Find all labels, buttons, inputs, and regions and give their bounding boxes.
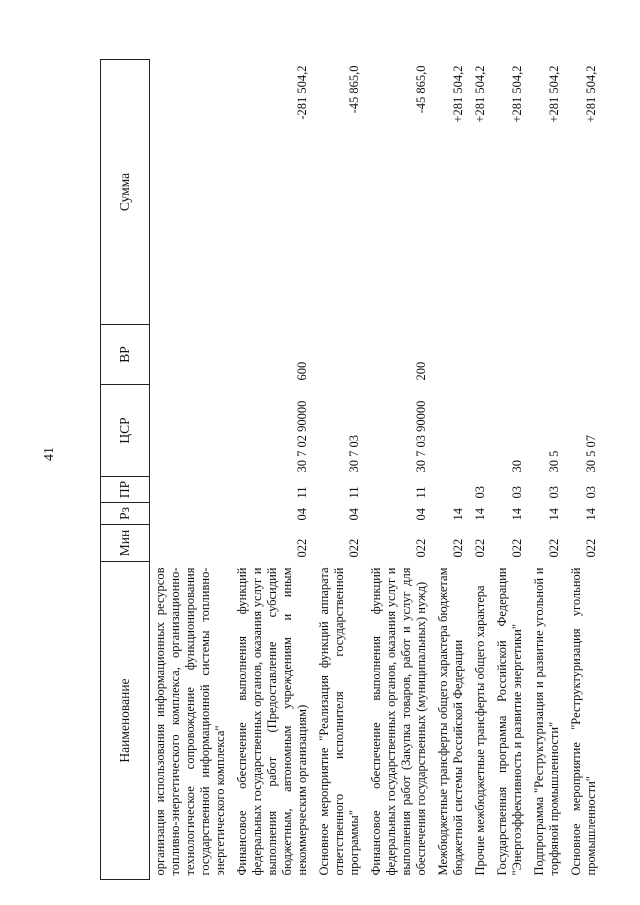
header-rz: Рз [101, 503, 150, 525]
row-sum: -281 504,2 [295, 65, 309, 120]
row-min: 022 [451, 538, 465, 558]
header-pr: ПР [101, 477, 150, 503]
row-csr: 30 7 02 90000 [295, 400, 309, 473]
table-row [366, 60, 433, 880]
row-vr [150, 325, 233, 385]
budget-table [100, 59, 603, 880]
header-name: Наименование [101, 562, 150, 880]
table-row [566, 60, 603, 880]
page-number: 41 [42, 447, 57, 461]
row-csr [470, 385, 492, 477]
table-row [492, 60, 529, 880]
row-vr: 200 [414, 361, 428, 381]
row-pr: 11 [414, 486, 428, 499]
row-sum: +281 504,2 [473, 65, 487, 123]
row-pr: 11 [295, 486, 309, 499]
row-pr [433, 477, 470, 503]
row-sum: +281 504,2 [584, 65, 598, 123]
table-row [150, 60, 233, 880]
row-name: организация использования информационных ресурсов топливно-энергетического комплекса, организационно-технологическое сопровождение функционирования государственной информационной системы топливно-энергетического комплекса" [153, 567, 227, 876]
row-rz: 14 [584, 508, 598, 521]
row-name: Прочие межбюджетные трансферты общего характера [473, 585, 487, 876]
row-min: 022 [547, 538, 561, 558]
row-name: Основное мероприятие "Реализация функций аппарата ответственного исполнителя государственной программы" [317, 567, 361, 876]
row-pr: 11 [347, 486, 361, 499]
row-sum: -45 865,0 [347, 65, 361, 114]
row-csr: 30 7 03 90000 [414, 400, 428, 473]
row-name: Государственная программа Российской Федерации "Энергоэффективность и развитие энергетики" [495, 567, 524, 876]
header-min: Мин [101, 525, 150, 562]
row-vr [529, 325, 566, 385]
row-pr [150, 477, 233, 503]
row-vr [433, 325, 470, 385]
row-min: 022 [473, 538, 487, 558]
row-rz: 14 [451, 508, 465, 521]
row-csr [150, 385, 233, 477]
row-csr: 30 5 [547, 450, 561, 473]
row-csr [433, 385, 470, 477]
table-row [232, 60, 314, 880]
row-rz: 04 [295, 508, 309, 521]
row-vr [314, 325, 366, 385]
row-rz [150, 503, 233, 525]
rotated-table-container [100, 60, 600, 880]
row-min [150, 525, 233, 562]
row-rz: 14 [510, 508, 524, 521]
row-sum: +281 504,2 [547, 65, 561, 123]
row-name: Финансовое обеспечение выполнения функций федеральных государственных органов, оказания услуг и выполнения работ (Предоставление субсидий бюджетным, автономным учреждениям и иным некоммерческим организациям) [235, 567, 309, 876]
row-pr: 03 [547, 486, 561, 499]
row-rz: 14 [547, 508, 561, 521]
row-name: Межбюджетные трансферты общего характера бюджетам бюджетной системы Российской Федерации [436, 567, 465, 876]
row-min: 022 [295, 538, 309, 558]
table-header-row [101, 60, 150, 880]
row-min: 022 [347, 538, 361, 558]
row-min: 022 [510, 538, 524, 558]
table-row [470, 60, 492, 880]
row-rz: 04 [347, 508, 361, 521]
row-vr [470, 325, 492, 385]
row-pr: 03 [510, 486, 524, 499]
table-row [314, 60, 366, 880]
row-name: Подпрограмма "Реструктуризация и развитие угольной и торфяной промышленности" [532, 567, 561, 876]
row-rz: 04 [414, 508, 428, 521]
row-sum: +281 504,2 [451, 65, 465, 123]
row-rz: 14 [473, 508, 487, 521]
row-vr [492, 325, 529, 385]
row-name: Финансовое обеспечение выполнения функций федеральных государственных органов, оказания услуг и выполнения работ (Закупка товаров, работ и услуг для обеспечения государственных (муниципальных) нужд) [369, 567, 428, 876]
row-min: 022 [414, 538, 428, 558]
row-sum: -45 865,0 [414, 65, 428, 114]
header-vr: ВР [101, 325, 150, 385]
row-pr: 03 [584, 486, 598, 499]
row-csr: 30 7 03 [347, 435, 361, 473]
row-pr: 03 [473, 486, 487, 499]
row-sum [150, 60, 233, 325]
header-csr: ЦСР [101, 385, 150, 477]
header-sum: Сумма [101, 60, 150, 325]
row-min: 022 [584, 538, 598, 558]
row-csr: 30 5 07 [584, 435, 598, 473]
row-vr: 600 [295, 361, 309, 381]
table-row [529, 60, 566, 880]
table-row [433, 60, 470, 880]
row-name: Основное мероприятие "Реструктуризация угольной промышленности" [569, 567, 598, 876]
row-sum: +281 504,2 [510, 65, 524, 123]
row-csr: 30 [510, 460, 524, 473]
row-vr [566, 325, 603, 385]
